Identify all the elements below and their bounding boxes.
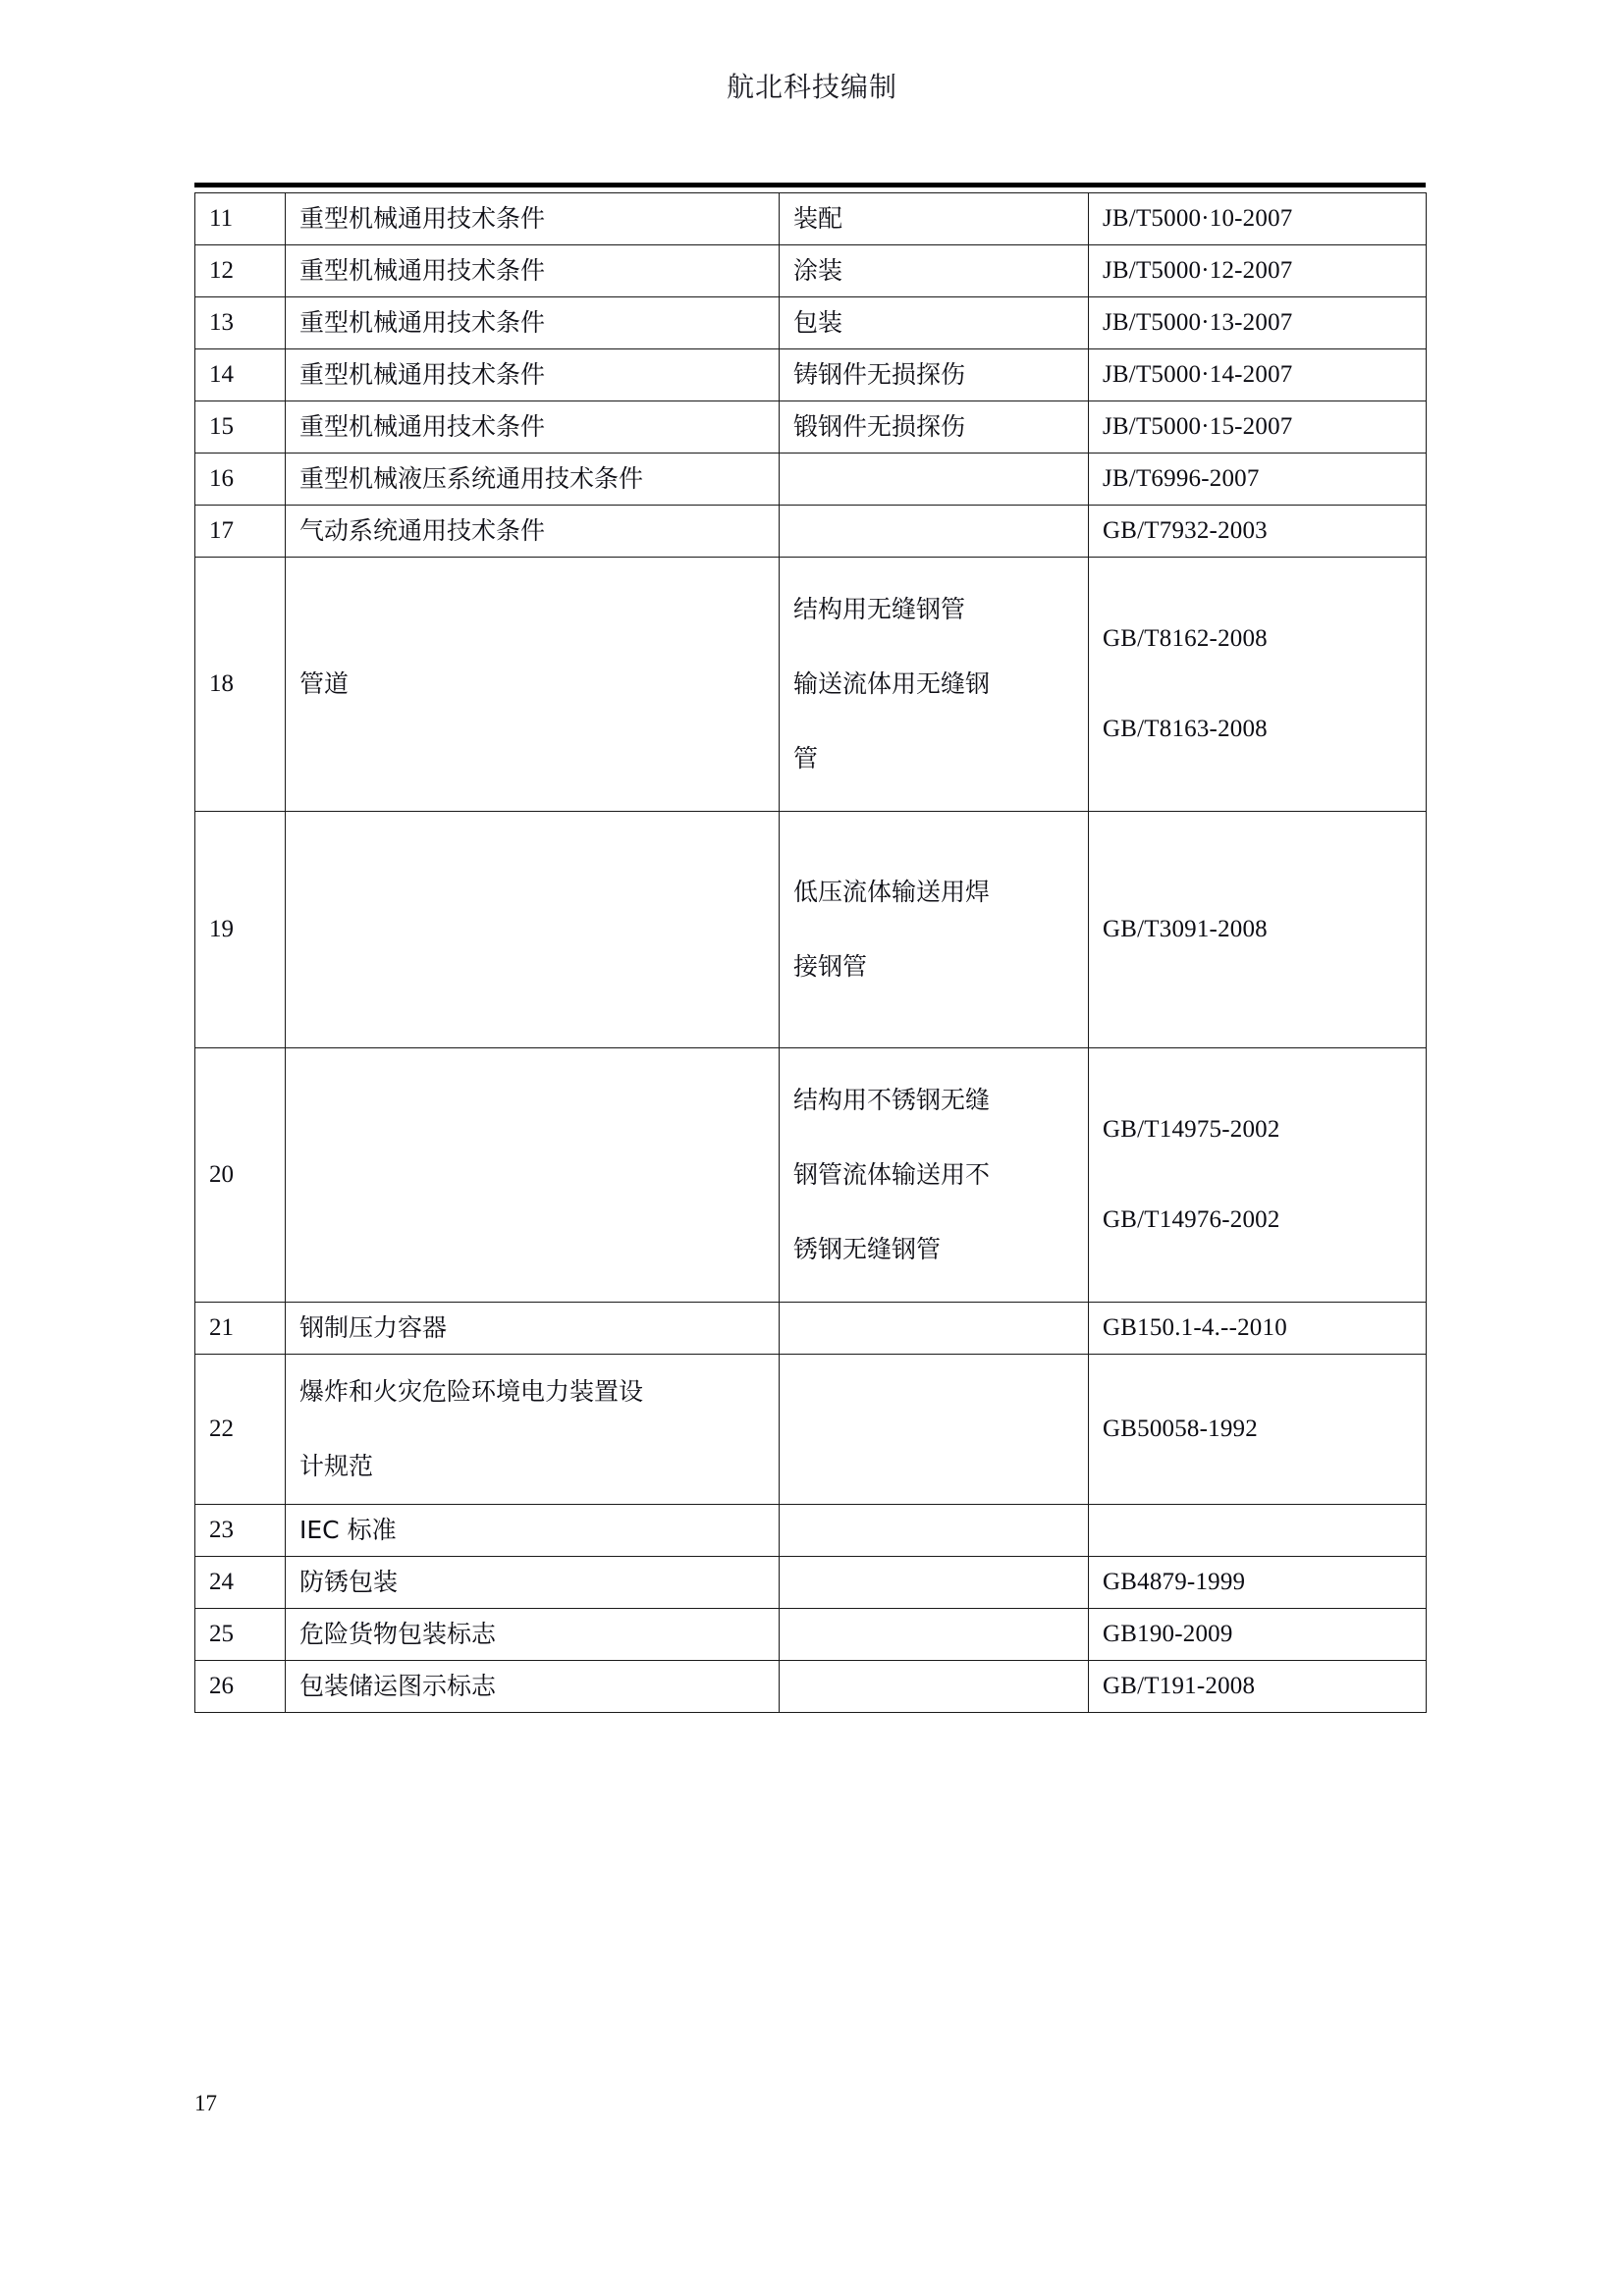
cell-index: 20 [195,1048,286,1303]
cell-index: 15 [195,401,286,454]
cell-name: IEC 标准 [286,1505,780,1557]
cell-subcategory-line: 锈钢无缝钢管 [793,1235,942,1263]
cell-subcategory [780,1303,1089,1355]
table-row [195,1661,1427,1713]
table-row [195,349,1427,401]
cell-name: 防锈包装 [286,1557,780,1609]
cell-name: 气动系统通用技术条件 [286,506,780,558]
cell-subcategory [780,812,1089,1048]
cell-subcategory [780,1557,1089,1609]
table-row [195,454,1427,506]
table-row [195,297,1427,349]
cell-subcategory-line: 结构用不锈钢无缝 [793,1086,991,1114]
cell-index: 12 [195,245,286,297]
cell-standard-code: JB/T5000·14-2007 [1089,349,1427,401]
page-number: 17 [194,2091,217,2115]
table-row [195,1303,1427,1355]
cell-name [286,812,780,1048]
table-row [195,506,1427,558]
cell-index: 26 [195,1661,286,1713]
cell-name: 重型机械通用技术条件 [286,193,780,245]
cell-name: 重型机械液压系统通用技术条件 [286,454,780,506]
cell-subcategory-line: 低压流体输送用焊 [793,878,991,906]
cell-name: 包装储运图示标志 [286,1661,780,1713]
cell-index: 17 [195,506,286,558]
cell-subcategory [780,1661,1089,1713]
cell-standard-code: JB/T5000·13-2007 [1089,297,1427,349]
cell-standard-code-line: GB/T14975-2002 [1103,1116,1280,1143]
cell-name: 重型机械通用技术条件 [286,245,780,297]
cell-index: 21 [195,1303,286,1355]
cell-index: 14 [195,349,286,401]
cell-index: 19 [195,812,286,1048]
cell-subcategory-line: 管 [793,744,819,773]
table-row [195,1557,1427,1609]
cell-subcategory [780,1048,1089,1303]
table-row [195,1355,1427,1505]
cell-subcategory [780,506,1089,558]
cell-standard-code [1089,558,1427,812]
cell-name: 重型机械通用技术条件 [286,349,780,401]
cell-name-line: 爆炸和火灾危险环境电力装置设 [299,1377,644,1406]
cell-standard-code-line: GB/T8162-2008 [1103,625,1268,652]
cell-subcategory: 装配 [780,193,1089,245]
cell-subcategory-line: 钢管流体输送用不 [793,1160,991,1189]
table-row [195,1609,1427,1661]
cell-subcategory [780,454,1089,506]
cell-subcategory-line: 结构用无缝钢管 [793,595,966,623]
cell-standard-code [1089,1505,1427,1557]
page-header-text: 航北科技编制 [726,73,897,103]
table-row [195,812,1427,1048]
cell-index: 25 [195,1609,286,1661]
cell-standard-code: GB/T7932-2003 [1089,506,1427,558]
cell-standard-code: GB190-2009 [1089,1609,1427,1661]
table-row [195,245,1427,297]
cell-standard-code-line: GB/T8163-2008 [1103,716,1268,742]
cell-subcategory: 铸钢件无损探伤 [780,349,1089,401]
cell-name: 重型机械通用技术条件 [286,297,780,349]
cell-subcategory: 包装 [780,297,1089,349]
cell-name [286,1048,780,1303]
cell-name-line: 计规范 [299,1452,374,1480]
cell-index: 18 [195,558,286,812]
table-row [195,558,1427,812]
cell-standard-code-line: GB/T14976-2002 [1103,1206,1280,1233]
cell-name [286,1355,780,1505]
cell-index: 13 [195,297,286,349]
cell-subcategory [780,1609,1089,1661]
cell-name: 重型机械通用技术条件 [286,401,780,454]
cell-standard-code: JB/T6996-2007 [1089,454,1427,506]
cell-name: 危险货物包装标志 [286,1609,780,1661]
cell-subcategory-line: 接钢管 [793,952,868,981]
cell-name: 钢制压力容器 [286,1303,780,1355]
cell-standard-code: JB/T5000·12-2007 [1089,245,1427,297]
table-row [195,193,1427,245]
cell-index: 16 [195,454,286,506]
cell-standard-code: GB/T191-2008 [1089,1661,1427,1713]
cell-subcategory: 锻钢件无损探伤 [780,401,1089,454]
standards-table [194,192,1427,1713]
cell-index: 11 [195,193,286,245]
header-rule [194,183,1426,187]
standards-table-body [195,193,1427,1713]
cell-index: 23 [195,1505,286,1557]
table-row [195,1505,1427,1557]
cell-subcategory-line: 输送流体用无缝钢 [793,669,991,698]
cell-subcategory [780,1505,1089,1557]
cell-standard-code: GB50058-1992 [1089,1355,1427,1505]
table-row [195,1048,1427,1303]
standards-table-wrapper [194,192,1426,1713]
cell-standard-code: JB/T5000·15-2007 [1089,401,1427,454]
cell-index: 22 [195,1355,286,1505]
cell-subcategory [780,558,1089,812]
cell-subcategory: 涂装 [780,245,1089,297]
cell-standard-code [1089,1048,1427,1303]
cell-standard-code: JB/T5000·10-2007 [1089,193,1427,245]
cell-standard-code: GB150.1-4.--2010 [1089,1303,1427,1355]
table-row [195,401,1427,454]
cell-standard-code: GB4879-1999 [1089,1557,1427,1609]
cell-name: 管道 [286,558,780,812]
cell-index: 24 [195,1557,286,1609]
cell-standard-code: GB/T3091-2008 [1089,812,1427,1048]
cell-subcategory [780,1355,1089,1505]
